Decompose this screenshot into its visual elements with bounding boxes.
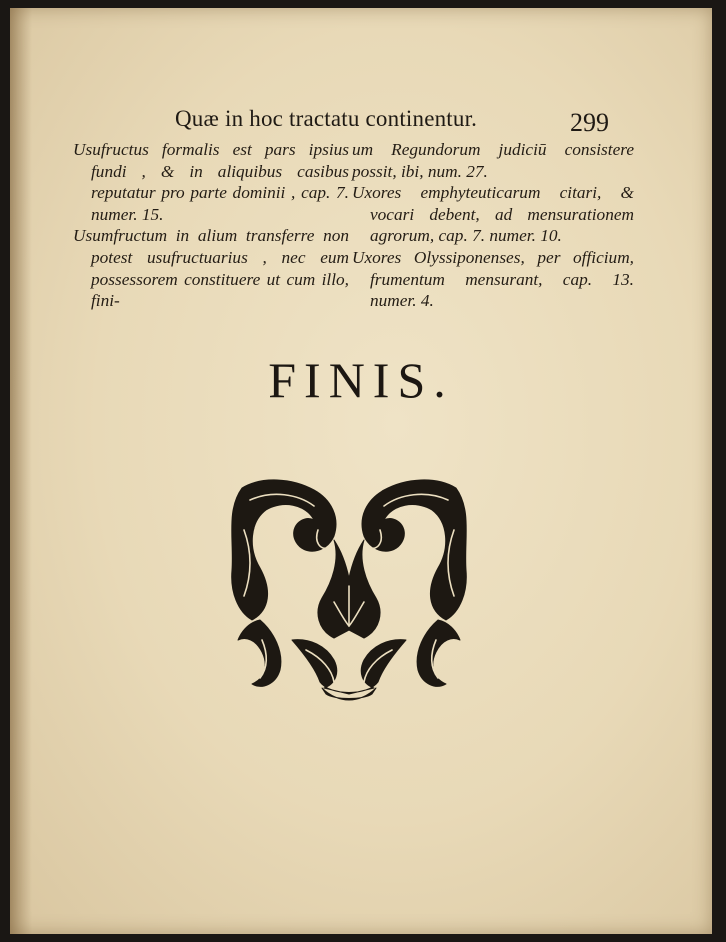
index-column-right (352, 139, 634, 312)
index-entry: Usufructus formalis est pars ipsius fundi , & in aliquibus casibus reputatur pro parte dominii , cap. 7. numer. 15. (73, 140, 349, 224)
index-entry: Uxores emphyteuticarum citari, & vocari debent, ad mensurationem agrorum, cap. 7. numer. 10. (352, 183, 634, 246)
index-column-left (73, 139, 349, 312)
book-page (10, 8, 712, 934)
page-number: 299 (570, 108, 609, 137)
running-head: Quæ in hoc tractatu continentur. (175, 106, 478, 131)
index-entry: Uxores Olyssiponenses, per officium, frumentum mensurant, cap. 13. numer. 4. (352, 247, 634, 311)
acanthus-fleuron-ornament-icon (222, 470, 476, 702)
finis-heading: FINIS. (268, 352, 454, 408)
index-entry-continued: um Regundorum judiciū consistere possit, ibi, num. 27. (352, 140, 634, 181)
index-entry: Usumfructum in alium transferre non potest usufructuarius , nec eum possessorem constituere ut cum illo, fini- (73, 226, 349, 311)
